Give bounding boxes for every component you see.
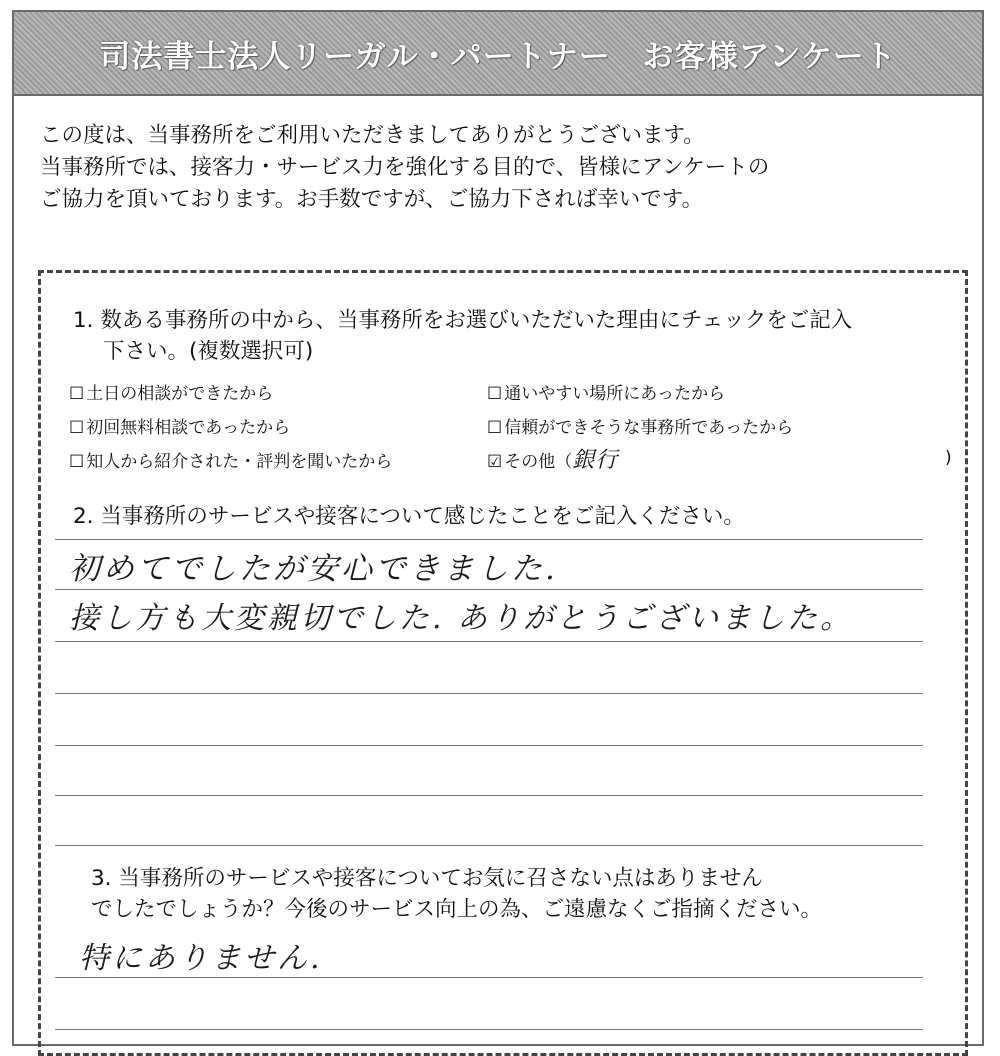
question-3-subtext: でしたでしょうか？今後のサービス向上の為、ご遠慮なくご指摘ください。 bbox=[91, 897, 823, 922]
checkbox-icon[interactable]: ☐ bbox=[487, 384, 503, 404]
handwritten-answer-3: 特にありません. bbox=[79, 941, 323, 976]
other-handwritten-answer: 銀行 bbox=[572, 448, 619, 473]
answer-rule bbox=[55, 977, 923, 978]
handwritten-answer-2-line-2: 接し方も大変親切でした. ありがとうございました。 bbox=[69, 601, 854, 636]
intro-line: ご協力を頂いております。お手数ですが、ご協力下されば幸いです。 bbox=[40, 187, 704, 212]
answer-rule bbox=[55, 641, 923, 642]
option-convenient-location[interactable] bbox=[487, 379, 725, 404]
checked-checkbox-icon[interactable]: ☑ bbox=[487, 452, 503, 472]
answer-rule bbox=[55, 589, 923, 590]
option-label: 初回無料相談であったから bbox=[86, 418, 291, 438]
option-label: 土日の相談ができたから bbox=[86, 384, 274, 404]
option-trustworthy[interactable] bbox=[487, 413, 793, 438]
answer-rule bbox=[55, 845, 923, 846]
other-close-paren: ) bbox=[945, 448, 952, 468]
question-1-text: 1. 数ある事務所の中から、当事務所をお選びいただいた理由にチェックをご記入 bbox=[73, 308, 853, 333]
answer-rule bbox=[55, 693, 923, 694]
survey-sheet bbox=[12, 10, 984, 1046]
option-label: 知人から紹介された・評判を聞いたから bbox=[86, 452, 393, 472]
answer-rule bbox=[55, 539, 923, 540]
questions-box bbox=[38, 270, 968, 1056]
option-label: 信頼ができそうな事務所であったから bbox=[504, 418, 794, 438]
option-other[interactable] bbox=[487, 443, 618, 474]
intro-text bbox=[40, 120, 960, 216]
intro-line: 当事務所では、接客力・サービス力を強化する目的で、皆様にアンケートの bbox=[40, 155, 770, 180]
answer-rule bbox=[55, 1029, 923, 1030]
option-label: 通いやすい場所にあったから bbox=[504, 384, 726, 404]
intro-line: この度は、当事務所をご利用いただきましてありがとうございます。 bbox=[40, 123, 705, 148]
page-title: 司法書士法人リーガル・パートナー お客様アンケート bbox=[99, 38, 897, 75]
checkbox-icon[interactable]: ☐ bbox=[487, 418, 503, 438]
option-label: その他（ bbox=[504, 452, 573, 472]
header-banner bbox=[14, 12, 982, 96]
question-3-text: 3. 当事務所のサービスや接客についてお気に召さない点はありません bbox=[91, 866, 763, 891]
option-free-consult[interactable] bbox=[69, 413, 290, 438]
option-referral[interactable] bbox=[69, 447, 392, 472]
question-1-subtext: 下さい。(複数選択可) bbox=[103, 339, 314, 364]
answer-rule bbox=[55, 795, 923, 796]
handwritten-answer-2-line-1: 初めてでしたが安心できました. bbox=[69, 551, 558, 587]
question-2-text: 2. 当事務所のサービスや接客について感じたことをご記入ください。 bbox=[73, 504, 745, 529]
answer-rule bbox=[55, 745, 923, 746]
option-weekend-consult[interactable] bbox=[69, 379, 273, 404]
checkbox-icon[interactable]: ☐ bbox=[69, 384, 85, 404]
checkbox-icon[interactable]: ☐ bbox=[69, 418, 85, 438]
checkbox-icon[interactable]: ☐ bbox=[69, 452, 85, 472]
